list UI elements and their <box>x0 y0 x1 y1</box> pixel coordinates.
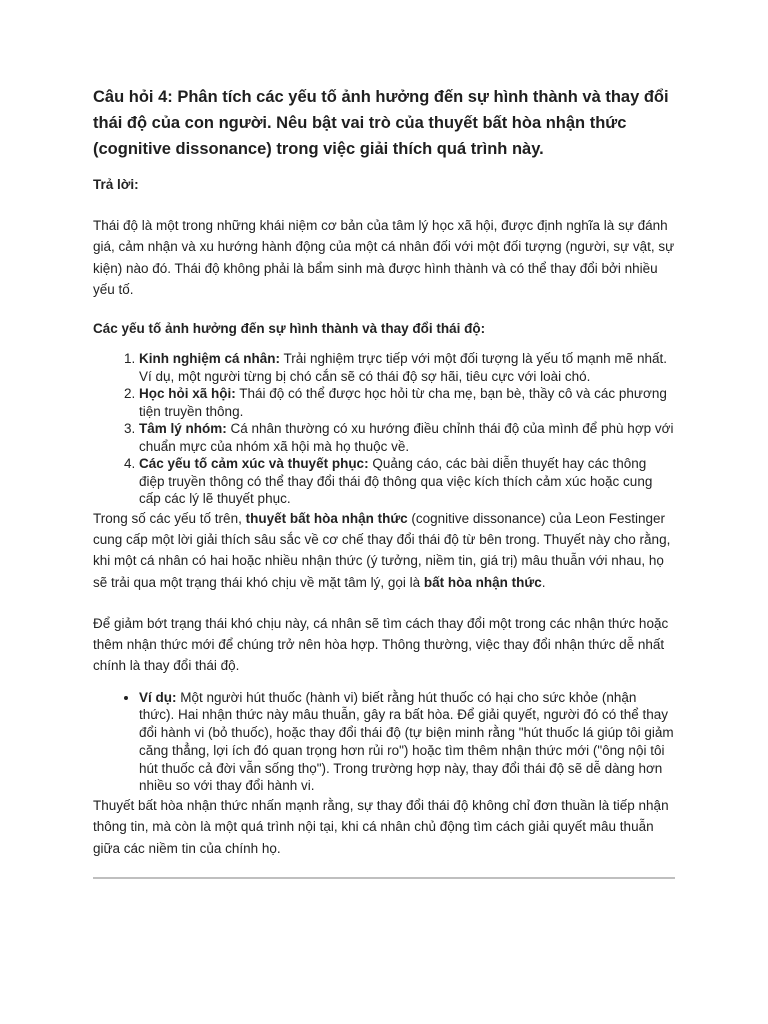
factor-text: Quảng cáo, các bài diễn thuyết hay các thông điệp truyền thông có thể thay đổi thái độ thông qua việc kích thích cảm xúc hoặc cung cấp các lý lẽ thuyết phục. <box>139 456 653 507</box>
factor-text: Trải nghiệm trực tiếp với một đối tượng là yếu tố mạnh mẽ nhất. Ví dụ, một người từng bị chó cắn sẽ có thái độ sợ hãi, tiêu cực với loài chó. <box>139 351 667 384</box>
dissonance-term: bất hòa nhận thức <box>423 574 542 590</box>
factor-term: Các yếu tố cảm xúc và thuyết phục: <box>139 456 369 472</box>
festinger-paragraph <box>93 508 675 593</box>
list-item <box>139 350 675 385</box>
conclusion-paragraph: Thuyết bất hòa nhận thức nhấn mạnh rằng, sự thay đổi thái độ không chỉ đơn thuần là tiếp nhận thông tin, mà còn là một quá trình nội tại, khi cá nhân chủ động tìm cách giải quyết mâu thuẫn giữa các niềm tin của chính họ. <box>93 797 669 856</box>
festinger-text-2: (cognitive dissonance) của Leon Festinger cung cấp một lời giải thích sâu sắc về cơ chế thay đổi thái độ từ bên trong. Thuyết này cho rằng, khi một cá nhân có hai hoặc nhiều nhận thức (ý tưởng, niềm tin, giá trị) mâu thuẫn với nhau, họ sẽ trải qua một trạng thái khó chịu về mặt tâm lý, gọi là <box>93 510 671 590</box>
factor-term: Tâm lý nhóm: <box>139 421 227 437</box>
factor-term: Kinh nghiệm cá nhân: <box>139 351 281 367</box>
festinger-text-1: Trong số các yếu tố trên, <box>93 510 246 526</box>
example-list <box>93 689 675 795</box>
festinger-text-3: . <box>541 574 546 590</box>
document-page <box>93 84 675 879</box>
factors-list <box>93 350 675 508</box>
list-item <box>139 689 675 795</box>
list-item <box>139 420 675 455</box>
intro-paragraph: Thái độ là một trong những khái niệm cơ bản của tâm lý học xã hội, được định nghĩa là sự đánh giá, cảm nhận và xu hướng hành động của một cá nhân đối với một đối tượng (người, sự vật, sự kiện) nào đó. Thái độ không phải là bẩm sinh mà được hình thành và có thể thay đổi bởi nhiều yếu tố. <box>93 218 675 297</box>
answer-label: Trả lời: <box>93 177 139 192</box>
example-term: Ví dụ: <box>139 689 177 705</box>
factor-term: Học hỏi xã hội: <box>139 386 236 402</box>
factors-heading: Các yếu tố ảnh hưởng đến sự hình thành và thay đổi thái độ: <box>93 321 486 337</box>
list-item <box>139 455 675 508</box>
festinger-term: thuyết bất hòa nhận thức <box>245 510 408 526</box>
example-text: Một người hút thuốc (hành vi) biết rằng hút thuốc có hại cho sức khỏe (nhận thức). Hai nhận thức này mâu thuẫn, gây ra bất hòa. Để giải quyết, người đó có thể thay đổi hành vi (bỏ thuốc), hoặc thay đổi thái độ (tự biện minh rằng "hút thuốc lá giúp tôi giảm căng thẳng, lợi ích đó quan trọng hơn rủi ro") hoặc tìm thêm nhận thức mới ("ông nội tôi hút thuốc cả đời vẫn sống thọ"). Trong trường hợp này, thay đổi thái độ sẽ dễ dàng hơn nhiều so với thay đổi hành vi. <box>139 689 674 794</box>
factor-text: Cá nhân thường có xu hướng điều chỉnh thái độ của mình để phù hợp với chuẩn mực của nhóm xã hội mà họ thuộc về. <box>139 421 674 454</box>
horizontal-divider <box>93 877 675 879</box>
list-item <box>139 385 675 420</box>
factor-text: Thái độ có thể được học hỏi từ cha mẹ, bạn bè, thầy cô và các phương tiện truyền thông. <box>139 386 667 419</box>
reduce-paragraph: Để giảm bớt trạng thái khó chịu này, cá nhân sẽ tìm cách thay đổi một trong các nhận thức hoặc thêm nhận thức mới để chúng trở nên hòa hợp. Thông thường, việc thay đổi nhận thức dễ nhất chính là thay đổi thái độ. <box>93 615 669 674</box>
question-title: Câu hỏi 4: Phân tích các yếu tố ảnh hưởng đến sự hình thành và thay đổi thái độ của con người. Nêu bật vai trò của thuyết bất hòa nhận thức (cognitive dissonance) trong việc giải thích quá trình này. <box>93 88 669 158</box>
